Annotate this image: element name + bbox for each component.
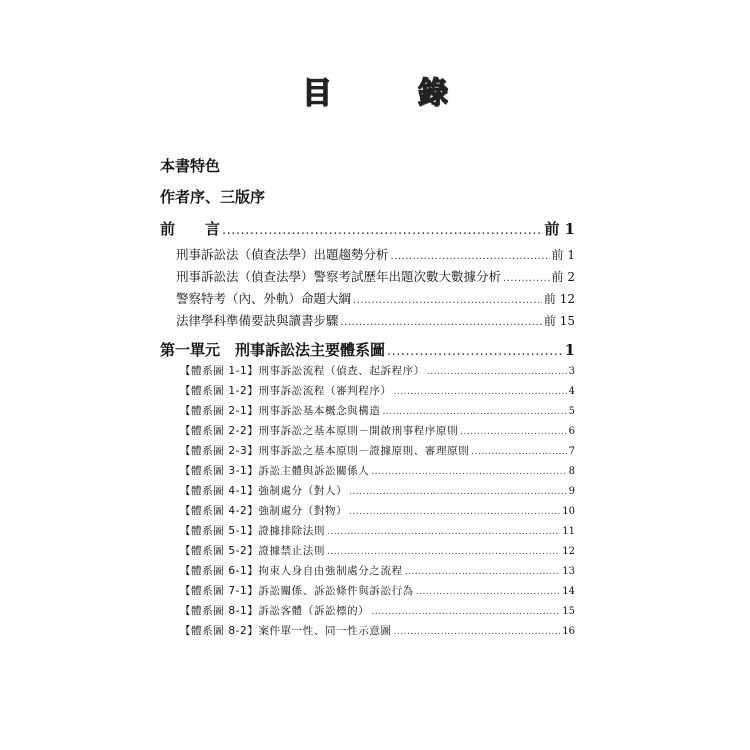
toc-entry-label: 【體系圖 2-1】刑事訴訟基本概念與構造 — [180, 405, 381, 417]
toc-entry-page: 8 — [568, 466, 575, 477]
toc-entry-label: 刑事訴訟法（偵查法學）警察考試歷年出題次數大數據分析 — [176, 269, 502, 284]
toc-entry-label: 【體系圖 2-3】刑事訴訟之基本原則－證據原則、審理原則 — [180, 445, 470, 457]
toc-entry-page: 4 — [568, 386, 575, 397]
toc-entry-page: 5 — [568, 406, 575, 417]
toc-entry-label: 刑事訴訟法（偵查法學）出題趨勢分析 — [176, 247, 389, 262]
toc-entry-label: 【體系圖 5-2】證據禁止法則 — [180, 545, 325, 557]
toc-entry-page: 前 2 — [551, 270, 575, 284]
toc-entry-page: 16 — [562, 626, 575, 637]
toc-entry-label: 【體系圖 8-1】訴訟客體（訴訟標的） — [180, 605, 370, 617]
toc-item[interactable] — [180, 543, 575, 558]
toc-entry-page: 11 — [562, 526, 575, 537]
toc-item[interactable] — [180, 463, 575, 478]
toc-subentry[interactable] — [176, 289, 575, 307]
dot-leader — [394, 387, 567, 397]
dot-leader — [371, 607, 560, 617]
toc-entry-page: 3 — [568, 366, 575, 377]
toc-item[interactable] — [180, 603, 575, 618]
toc-item[interactable] — [180, 623, 575, 638]
dot-leader — [341, 317, 542, 328]
toc-entry-page: 9 — [568, 486, 575, 497]
toc-entry-label: 【體系圖 3-1】訴訟主體與訴訟關係人 — [180, 465, 370, 477]
toc-entry-page: 前 1 — [551, 248, 575, 262]
toc-entry-page: 前 12 — [543, 292, 575, 306]
toc-subentry[interactable] — [176, 311, 575, 329]
toc-item[interactable] — [180, 423, 575, 438]
dot-leader — [405, 567, 561, 577]
dot-leader — [416, 587, 560, 597]
toc-entry-preface[interactable] — [160, 218, 575, 239]
toc-entry-label: 【體系圖 5-1】證據排除法則 — [180, 525, 325, 537]
toc-entry-label: 作者序、三版序 — [160, 188, 266, 206]
toc-entry-page: 14 — [562, 586, 575, 597]
dot-leader — [353, 295, 542, 306]
toc-entry-page: 6 — [568, 426, 575, 437]
dot-leader — [471, 447, 566, 457]
dot-leader — [371, 467, 566, 477]
dot-leader — [387, 344, 563, 359]
toc-entry-page: 15 — [562, 606, 575, 617]
dot-leader — [349, 507, 560, 517]
toc-item[interactable] — [180, 503, 575, 518]
toc-item[interactable] — [180, 523, 575, 538]
dot-leader — [503, 273, 550, 284]
toc-subentry[interactable] — [176, 267, 575, 285]
toc-item[interactable] — [180, 383, 575, 398]
toc-item[interactable] — [180, 563, 575, 578]
toc-item[interactable] — [180, 583, 575, 598]
dot-leader — [327, 547, 560, 557]
dot-leader — [383, 407, 567, 417]
toc-entry-page: 1 — [564, 341, 575, 359]
toc-item[interactable] — [180, 483, 575, 498]
toc-item[interactable] — [180, 363, 575, 378]
toc-entry-label: 法律學科準備要訣與讀書步驟 — [176, 313, 339, 328]
dot-leader — [394, 627, 561, 637]
toc-entry-label: 【體系圖 2-2】刑事訴訟之基本原則－開啟刑事程序原則 — [180, 425, 459, 437]
page-title: 目 錄 — [302, 76, 476, 111]
toc-subentry[interactable] — [176, 245, 575, 263]
toc-item[interactable] — [180, 403, 575, 418]
toc-entry-label: 【體系圖 8-2】案件單一性、同一性示意圖 — [180, 625, 392, 637]
toc-entry-label: 【體系圖 1-1】刑事訴訟流程（偵查、起訴程序） — [180, 365, 425, 377]
toc-entry-label: 【體系圖 4-1】強制處分（對人） — [180, 485, 348, 497]
toc-entry-label: 警察特考（內、外軌）命題大綱 — [176, 291, 352, 306]
toc-entry-page: 7 — [568, 446, 575, 457]
toc-entry-page: 10 — [562, 506, 575, 517]
dot-leader — [327, 527, 560, 537]
toc-entry-page: 前 1 — [544, 220, 575, 238]
toc-entry-label: 【體系圖 7-1】訴訟關係、訴訟條件與訴訟行為 — [180, 585, 414, 597]
toc-entry-preface-author[interactable] — [160, 186, 265, 207]
toc-entry-label: 【體系圖 1-2】刑事訴訟流程（審判程序） — [180, 385, 392, 397]
toc-entry-unit-1[interactable] — [160, 339, 575, 360]
toc-entry-label: 前 言 — [160, 220, 221, 238]
toc-entry-label: 【體系圖 4-2】強制處分（對物） — [180, 505, 348, 517]
dot-leader — [391, 251, 550, 262]
dot-leader — [222, 223, 542, 238]
toc-entry-page: 13 — [562, 566, 575, 577]
dot-leader — [427, 367, 567, 377]
dot-leader — [460, 427, 566, 437]
toc-entry-label: 【體系圖 6-1】拘束人身自由強制處分之流程 — [180, 565, 403, 577]
dot-leader — [349, 487, 566, 497]
toc-entry-page: 12 — [562, 546, 575, 557]
toc-entry-label: 本書特色 — [160, 157, 221, 175]
toc-item[interactable] — [180, 443, 575, 458]
toc-entry-page: 前 15 — [543, 314, 575, 328]
toc-entry-features[interactable] — [160, 155, 220, 176]
toc-entry-label: 第一單元 刑事訴訟法主要體系圖 — [160, 341, 386, 359]
